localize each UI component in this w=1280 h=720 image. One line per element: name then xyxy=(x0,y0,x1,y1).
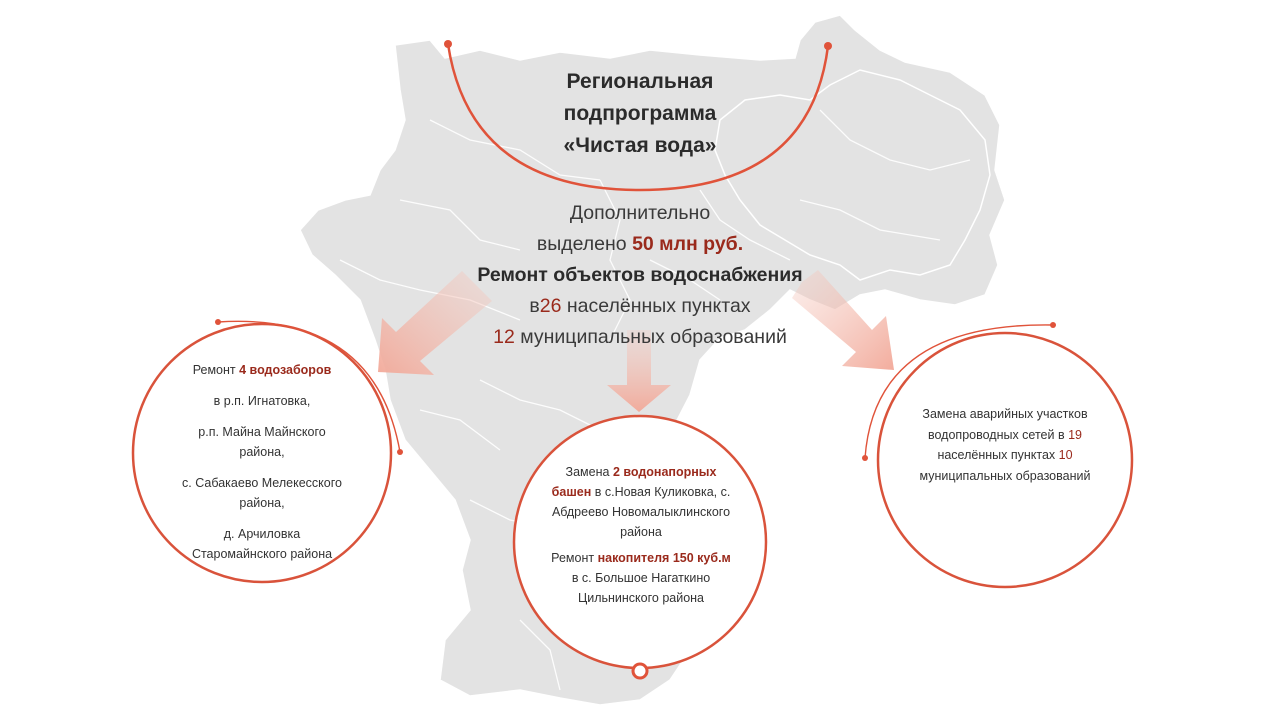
right-circle-prefix: Замена аварийных участков водопроводных сетей в xyxy=(922,407,1088,442)
summary-line-1: Дополнительно xyxy=(569,202,711,224)
left-circle-item: с. Сабакаево Мелекесского района, xyxy=(182,476,342,510)
left-circle-highlight: 4 водозаборов xyxy=(239,363,332,377)
summary-block xyxy=(400,198,880,353)
middle-circle-paragraph-2 xyxy=(548,548,734,608)
summary-settlements-label: населённых пунктах xyxy=(566,295,751,317)
right-circle-settlements-label: населённых пунктах xyxy=(937,448,1056,462)
middle-circle-text xyxy=(548,462,734,614)
left-circle-text xyxy=(162,360,362,575)
left-circle-item: в р.п. Игнатовка, xyxy=(213,394,311,408)
summary-line-2 xyxy=(400,229,880,260)
right-circle-settlements-count: 19 xyxy=(1068,427,1082,442)
left-circle-heading xyxy=(162,360,362,380)
summary-amount: 50 млн руб. xyxy=(632,233,744,255)
title-line-1: Региональная xyxy=(566,70,714,93)
summary-line-4 xyxy=(400,291,880,322)
title-line-2: подпрограмма xyxy=(563,102,717,125)
middle-circle-paragraph-1 xyxy=(548,462,734,542)
left-circle-item: д. Арчиловка Старомайнского района xyxy=(191,527,333,561)
right-circle-municipalities-count: 10 xyxy=(1058,448,1073,462)
summary-municipalities-label: муниципальных образований xyxy=(520,326,787,348)
middle-p2-highlight: накопителя 150 куб.м xyxy=(597,551,731,565)
summary-line-5 xyxy=(400,322,880,353)
page-title xyxy=(500,66,780,162)
middle-p1-suffix: в с.Новая Куликовка, с. Абдреево Новомалыклинского района xyxy=(551,485,731,539)
right-circle-text xyxy=(912,404,1098,486)
middle-p1-highlight: 2 водонапорных башен xyxy=(551,465,717,499)
middle-p2-suffix: в с. Большое Нагаткино Цильнинского района xyxy=(571,571,711,605)
right-circle-municipalities-label: муниципальных образований xyxy=(919,468,1091,483)
middle-p1-prefix: Замена xyxy=(565,465,610,479)
summary-in-label: в xyxy=(529,295,540,317)
summary-municipalities-count: 12 xyxy=(493,326,515,348)
summary-line-3: Ремонт объектов водоснабжения xyxy=(477,264,803,286)
left-circle-item: р.п. Майна Майнского района, xyxy=(198,425,326,459)
summary-allocated-label: выделено xyxy=(536,233,627,255)
middle-p2-prefix: Ремонт xyxy=(551,551,595,565)
summary-settlements-count: 26 xyxy=(539,295,562,317)
left-circle-prefix: Ремонт xyxy=(192,363,236,377)
title-line-3: «Чистая вода» xyxy=(563,134,717,157)
